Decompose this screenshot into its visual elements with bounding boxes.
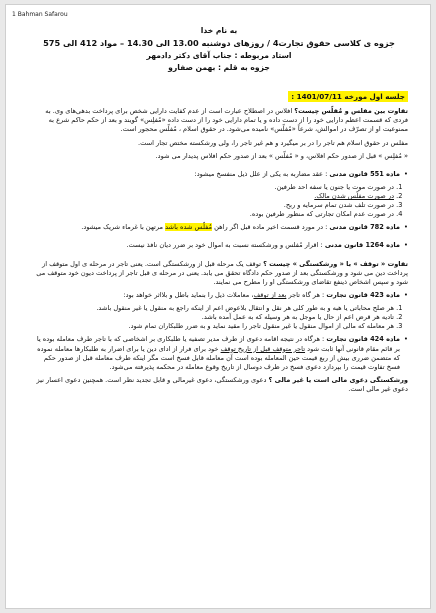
list-item: 3. در صورت تلف شدن تمام سرمایه و ربح. <box>30 201 394 210</box>
list-item: 1. در صورت موت یا جنون یا سفه احد طرفین. <box>30 183 394 192</box>
question-heading: تفاوت « توقف » با « ورشکستگی » چیست ؟ <box>263 259 408 268</box>
session-date: جلسه اول مورخه 1401/07/11 : <box>288 91 408 102</box>
article-424 <box>30 335 408 372</box>
paragraph-text: دعوی ورشکستگی، دعوی غیرمالی و قابل تجدید نظر است. همچنین دعوی اعسار نیز دعوی غیر مالی است. <box>36 376 408 394</box>
article-text: : در مورد قسمت اخیر ماده قبل اگر راهن <box>212 223 330 232</box>
underlined-text: بعد از توقف <box>253 291 287 300</box>
article-423-list <box>30 304 408 331</box>
paragraph-text: « مُفلِس » قبل از صدور حکم افلاس، و « مُفلّس » بعد از صدور حکم افلاس پدیدار می شود. <box>155 151 408 160</box>
article-label: ماده 782 قانون مدنی <box>329 223 400 232</box>
paragraph-text: توقف یک مرحله قبل از ورشکستگی است. یعنی تاجر در مرحله ی اول متوقف از پرداخت دین می شود و ورشکستگی بعد از صدور حکم دادگاه تحقق می یابد. یعنی در مرحله ی قبل تاجر از پرداخت دیون خود متوقف می شود و سپس اشخاص ذینفع تقاضای ورشکستگی او را مطرح می نمایند. <box>36 259 408 287</box>
question-heading: ورشکستگی دعوی مالی است یا غیر مالی ؟ <box>268 376 408 385</box>
article-label: ماده 424 قانون تجارت <box>326 335 400 344</box>
article-label: ماده 423 قانون تجارت <box>326 291 400 300</box>
document-body <box>30 25 408 602</box>
paragraph-bankruptcy-claim <box>30 376 408 394</box>
article-text: خود برای فرار از ادای دین یا برای اضرار به طلبکارها معامله نموده که متضمن ضرری بیش از ربع قیمت حین المعامله بوده است آن معامله قابل فسخ است مگر اینکه طرف معامله قبل از صدور حکم فسخ تفاوت قیمت را بپردازد دعوی فسخ در ظرف دوسال از تاریخ وقوع معامله در محکمه پذیرفته می‌شود. <box>37 344 400 372</box>
paragraph-text: افلاس در اصطلاح عبارت است از عدم کفایت دارایی شخص برای پرداخت بدهی‌های وی. به فردی که قسمت اعظم دارایی خود را از دست داده و یا تمام دارایی خود را از دست داده «مُفلِس» گویند و بعد از حکم حاکم شرع به ممنوعیت او از تصرّف در اموالش، شرعاً «مُفلّس» نامیده می‌شود. در حقوق اسلام ، مُفلّس محجور است. <box>45 107 408 134</box>
list-item: 2. تادیه هر قرض اعم از حال یا موجل به هر وسیله که به عمل آمده باشد. <box>30 313 394 322</box>
list-item: 3. هر معامله که مالی از اموال منقول یا غیر منقول تاجر را مقید نماید و به ضرر طلبکاران تمام شود. <box>30 322 394 331</box>
article-text: : اقرار مُفلس و ورشکسته نسبت به اموال خود بر ضرر دیان نافذ نیست. <box>126 241 325 250</box>
session-heading <box>30 84 408 103</box>
article-1264 <box>30 241 408 250</box>
article-text: ، معاملات ذیل را بنماید باطل و بلااثر خواهد بود: <box>123 291 254 300</box>
article-551-list <box>30 183 408 219</box>
question-heading: تفاوت بین مفلس و مُفلّس چیست؟ <box>294 107 408 115</box>
paragraph-text: مفلس در حقوق اسلام هم تاجر را در بر میگیرد و هم غیر تاجر را، ولی ورشکسته مختص تجار است. <box>138 138 408 147</box>
document-title: جزوه ی کلاسی حقوق تجارت4 / روزهای دوشنبه 13.00 الی 14.30 – مواد 412 الی 575 <box>43 38 395 48</box>
paragraph-mofles <box>30 107 408 135</box>
article-label: ماده 1264 قانون مدنی <box>324 241 400 250</box>
list-item <box>30 192 394 201</box>
author-line: جزوه به قلم : بهمن صفارو <box>168 63 270 72</box>
article-text: : هر گاه تاجر <box>286 291 327 300</box>
page-header: 1 Bahman Safarou <box>12 11 68 18</box>
list-item: 1. هر صلح محاباتی یا هبه و به طور کلی هر نقل و انتقال بلاعوض اعم از اینکه راجع به منقول یا غیر منقول باشد. <box>30 304 394 313</box>
list-item: 4. در صورت عدم امکان تجارتی که منظور طرفین بوده. <box>30 210 394 219</box>
underlined-text: تاجر متوقف قبل از تاریخ توقف <box>220 344 306 353</box>
document-page <box>5 4 431 609</box>
professor-line: استاد مربوطه : جناب آقای دکتر دادمهر <box>146 51 292 60</box>
article-text: : هرگاه در نتیجه اقامه دعوی از طرف مدیر تصفیه یا طلبکاری بر اشخاصی که با تاجر طرف معامله بوده یا بر قائم مقام قانونی آنها ثابت شود <box>36 335 400 353</box>
list-item-underlined: در صورت مفلّس شدن مالک. <box>314 192 394 201</box>
article-label: ماده 551 قانون مدنی <box>329 170 400 179</box>
article-782 <box>30 223 408 232</box>
highlighted-text: مُفلّس شده باشد <box>165 223 213 232</box>
article-text: مرتهن با غرماء شریک میشود. <box>81 223 166 232</box>
article-423 <box>30 291 408 300</box>
basmala: به نام خدا <box>200 26 238 35</box>
paragraph-tavaghof <box>30 260 408 288</box>
article-text: : عقد مضاربه به یکی از علل ذیل منفسخ میشود: <box>194 170 330 179</box>
article-551 <box>30 170 408 179</box>
